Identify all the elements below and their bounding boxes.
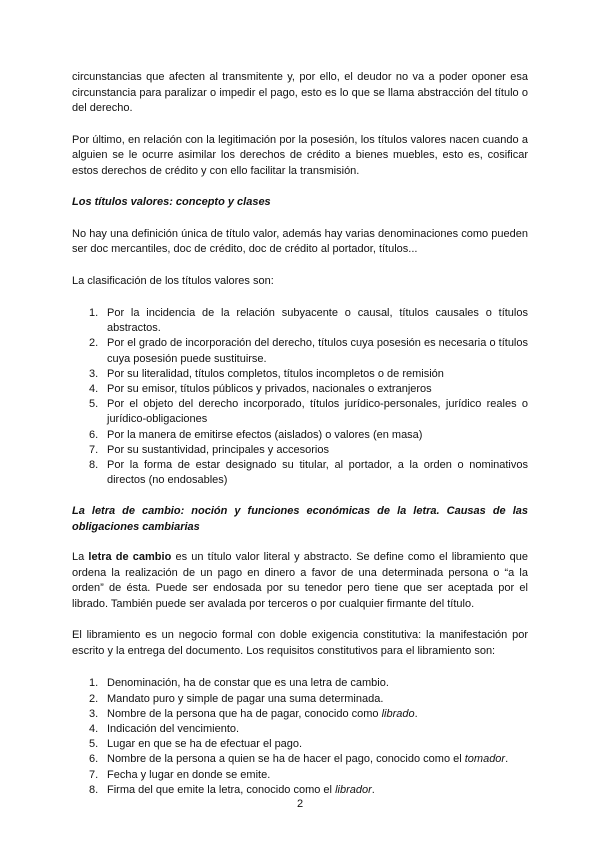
term-letra-de-cambio: letra de cambio: [88, 551, 172, 564]
list-item: 1. Denominación, ha de constar que es una letra de cambio.: [89, 677, 389, 690]
list-item: 4. Por su emisor, títulos públicos y privados, nacionales o extranjeros: [89, 383, 432, 396]
list-item: 6. Por la manera de emitirse efectos (aislados) o valores (en masa): [89, 428, 423, 441]
list-item: 4. Indicación del vencimiento.: [89, 723, 240, 736]
paragraph-legitimacion: Por último, en relación con la legitimación por la posesión, los títulos valores nacen cuando a alguien se le ocurre asimilar los derechos de crédito a bienes muebles, esto es, cosificar estos derechos de crédito y con ello facilitar la transmisión.: [72, 133, 528, 177]
paragraph-clasificacion-intro: La clasificación de los títulos valores son:: [72, 274, 274, 287]
heading-titulos-valores: Los títulos valores: concepto y clases: [72, 196, 271, 208]
paragraph-letra-definicion: La letra de cambio es un título valor literal y abstracto. Se define como el libramiento que ordena la realización de un pago en dinero a favor de una determinada persona o “a la orden” de ésta. Puede ser endosada por su tenedor pero tiene que ser aceptada por el librado. También puede ser avalada por terceros o por cualquier firmante del título.: [72, 551, 529, 610]
paragraph-definicion: No hay una definición única de título valor, además hay varias denominaciones como pueden ser doc mercantiles, doc de crédito, doc de crédito al portador, títulos...: [72, 227, 528, 255]
list-item: 3. Nombre de la persona que ha de pagar, conocido como librado.: [89, 707, 418, 720]
list-item: 7. Fecha y lugar en donde se emite.: [89, 768, 271, 781]
paragraph-libramiento: El libramiento es un negocio formal con doble exigencia constitutiva: la manifestación por escrito y la entrega del documento. Los requisitos constitutivos para el libramiento son:: [72, 629, 528, 657]
heading-letra-de-cambio: La letra de cambio: noción y funciones económicas de la letra. Causas de las obligaciones cambiarias: [72, 505, 528, 533]
list-item: 5. Por el objeto del derecho incorporado, títulos jurídico-personales, jurídico reales o jurídico-obligaciones: [89, 398, 528, 426]
paragraph-abstraccion: circunstancias que afecten al transmitente y, por ello, el deudor no va a poder oponer esa circunstancia para paralizar o impedir el pago, esto es lo que se llama abstracción del título o del derecho.: [72, 71, 528, 114]
list-item: 2. Por el grado de incorporación del derecho, títulos cuya posesión es necesaria o títulos cuya posesión puede sustituirse.: [89, 337, 528, 365]
list-item: 5. Lugar en que se ha de efectuar el pago.: [89, 738, 303, 751]
list-item: 7. Por su sustantividad, principales y accesorios: [89, 443, 329, 456]
list-item: 6. Nombre de la persona a quien se ha de hacer el pago, conocido como el tomador.: [89, 753, 509, 766]
page-number: 2: [296, 798, 304, 810]
list-item: 1. Por la incidencia de la relación subyacente o causal, títulos causales o títulos abstractos.: [89, 307, 528, 335]
list-item: 8. Por la forma de estar designado su titular, al portador, a la orden o nominativos directos (no endosables): [89, 459, 528, 487]
requisitos-list: [72, 676, 528, 798]
classification-list: [72, 306, 528, 488]
list-item: 3. Por su literalidad, títulos completos, títulos incompletos o de remisión: [89, 367, 444, 380]
list-item: 8. Firma del que emite la letra, conocido como el librador.: [89, 783, 375, 796]
document-page: [72, 0, 528, 798]
list-item: 2. Mandato puro y simple de pagar una suma determinada.: [89, 692, 384, 705]
